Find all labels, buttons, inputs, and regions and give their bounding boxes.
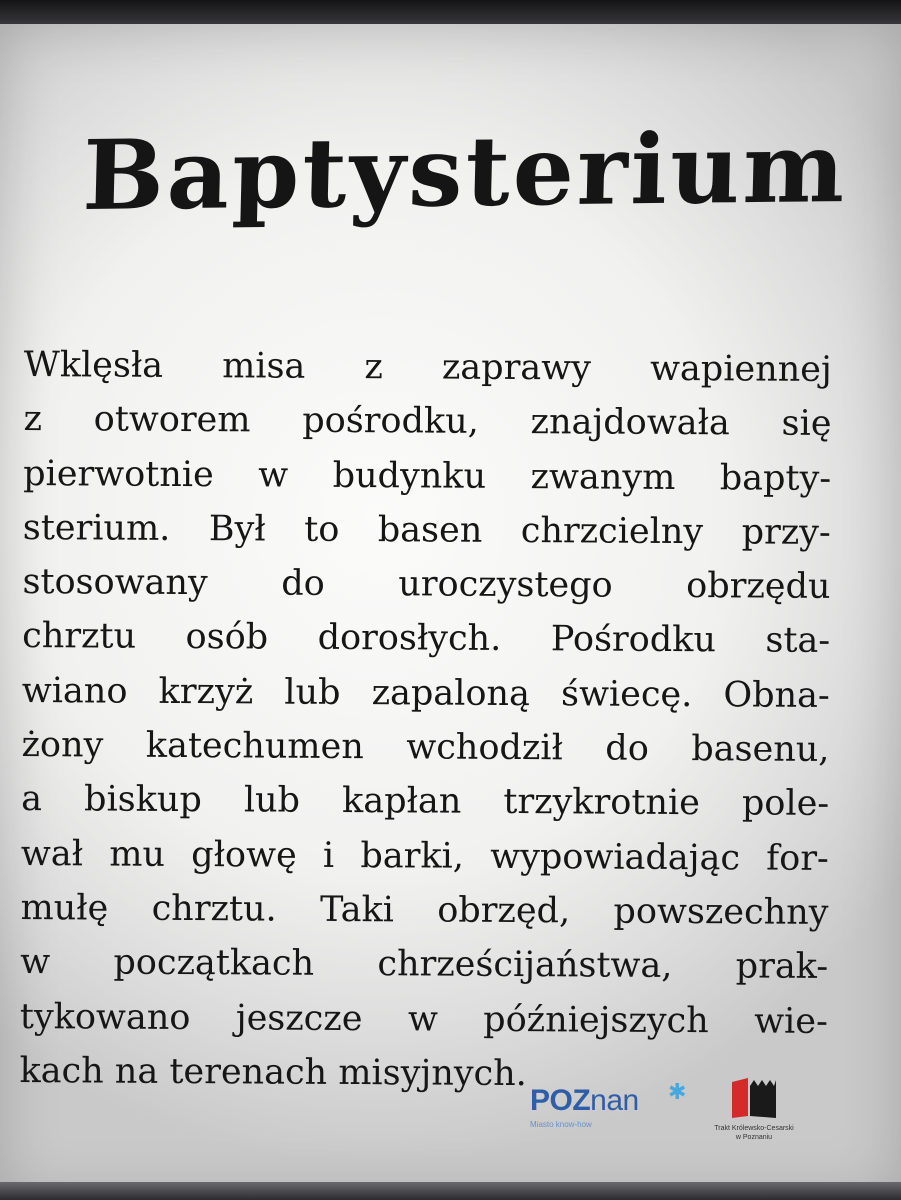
poznan-logo-lower: nan bbox=[590, 1084, 639, 1117]
body-line: wiano krzyż lub zapaloną świecę. Obna- bbox=[21, 670, 830, 716]
body-line: sterium. Był to basen chrzcielny przy- bbox=[22, 507, 831, 553]
sign-body-text bbox=[19, 338, 832, 1103]
sign-title: Baptysterium bbox=[81, 110, 849, 232]
asterisk-icon: ✱ bbox=[668, 1080, 687, 1105]
body-line: tykowano jeszcze w późniejszych wie- bbox=[19, 996, 828, 1042]
body-line: z otworem pośrodku, znajdowała się bbox=[23, 399, 832, 445]
body-line: pierwotnie w budynku zwanym bapty- bbox=[23, 453, 832, 499]
body-line: a biskup lub kapłan trzykrotnie pole- bbox=[21, 779, 830, 825]
trakt-logo bbox=[708, 1078, 800, 1154]
trakt-logo-caption-line2: w Poznaniu bbox=[735, 1134, 773, 1141]
body-line: Wklęsła misa z zaprawy wapiennej bbox=[23, 344, 832, 390]
body-line: wał mu głowę i barki, wypowiadając for- bbox=[20, 833, 829, 879]
body-line: w początkach chrześcijaństwa, prak- bbox=[20, 942, 829, 988]
body-line: chrztu osób dorosłych. Pośrodku sta- bbox=[22, 616, 831, 662]
poznan-logo-upper: POZ bbox=[530, 1084, 591, 1117]
body-line: żony katechumen wchodził do basenu, bbox=[21, 725, 830, 771]
trakt-logo-caption bbox=[708, 1124, 800, 1142]
trakt-logo-caption-line1: Trakt Królewsko-Cesarski bbox=[714, 1125, 794, 1132]
body-line: stosowany do uroczystego obrzędu bbox=[22, 562, 831, 608]
body-line: kach na terenach misyjnych. bbox=[19, 1050, 527, 1094]
body-line: mułę chrztu. Taki obrzęd, powszechny bbox=[20, 887, 829, 933]
sign-bottom-frame bbox=[0, 1182, 901, 1200]
poznan-logo-tagline: Miasto know-how bbox=[530, 1120, 592, 1129]
sign-top-frame bbox=[0, 0, 901, 26]
poznan-logo bbox=[530, 1080, 700, 1136]
crown-tower-icon bbox=[732, 1078, 778, 1120]
